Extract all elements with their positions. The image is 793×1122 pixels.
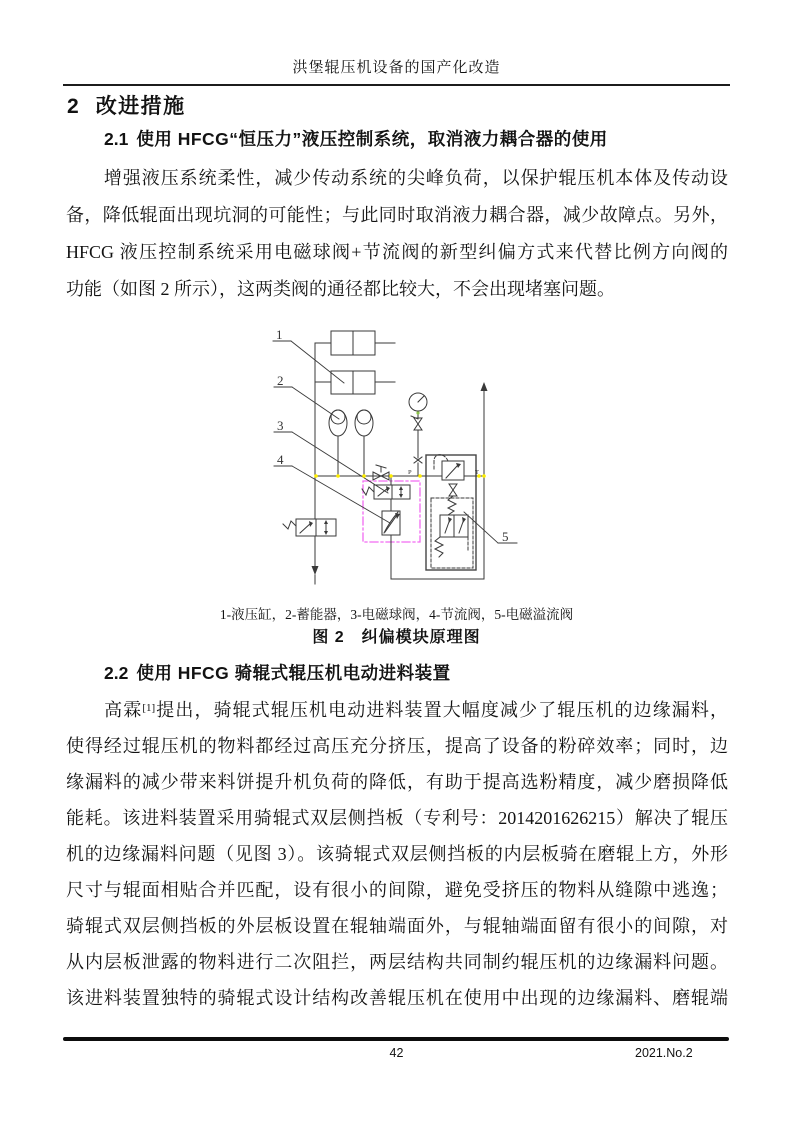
subsection-2-1-number: 2.1 — [104, 129, 129, 149]
hydraulic-cylinder-symbols — [331, 331, 395, 394]
footer-rule — [63, 1037, 729, 1041]
figure-label-1: 1 — [276, 327, 283, 342]
subsection-2-2-title: 使用 HFCG 骑辊式辊压机电动进料装置 — [136, 663, 451, 683]
figure-label-3: 3 — [277, 418, 284, 433]
subsection-2-1-heading — [104, 126, 608, 151]
paragraph-2-2: 高霖[1]提出，骑辊式辊压机电动进料装置大幅度减少了辊压机的边缘漏料， 使得经过辊压机的物料都经过高压充分挤压，提高了设备的粉碎效率；同时，边 缘漏料的减少带来料饼提升机负荷的降低，有助于提高选粉精度，减少磨损降低 能耗。该进料装置采用骑辊式双层侧挡板（专利号：2014201626215）解决了辊压 机的边缘漏料问题（见图 3）。该骑辊式双层侧挡板的内层板骑在磨辊上方，外形 尺寸与辊面相贴合并匹配，设有很小的间隙，避免受挤压的物料从缝隙中逃逸； 骑辊式双层侧挡板的外层板设置在辊轴端面外，与辊轴端面留有很小的间隙，对 从内层板泄露的物料进行二次阻拦，两层结构共同制约辊压机的边缘漏料问题。 该进料装置独特的骑辊式设计结构改善辊压机在使用中出现的边缘漏料、磨辊端 — [66, 700, 728, 1008]
subsection-2-2-number: 2.2 — [104, 663, 129, 683]
section-number: 2 — [67, 95, 79, 118]
left-solenoid-valve-symbol — [283, 519, 336, 536]
correction-module-schematic — [237, 312, 597, 606]
figure-label-5: 5 — [502, 529, 509, 544]
pressure-gauge-symbol — [409, 393, 427, 476]
ball-valve-symbol — [373, 465, 389, 480]
figure-label-2: 2 — [277, 373, 284, 388]
subsection-2-1-title: 使用 HFCG“恒压力”液压控制系统，取消液力耦合器的使用 — [136, 129, 608, 149]
issue-number: 2021.No.2 — [635, 1046, 693, 1060]
header-rule — [63, 84, 730, 86]
running-title: 洪堡辊压机设备的国产化改造 — [292, 60, 501, 76]
figure-2-caption: 图 2 纠偏模块原理图 — [312, 629, 481, 646]
figure-2-legend: 1-液压缸，2-蓄能器，3-电磁球阀，4-节流阀，5-电磁溢流阀 — [219, 607, 574, 622]
relief-valve-block — [426, 455, 476, 570]
port-label-t: T — [475, 469, 479, 476]
paragraph-2-1: 增强液压系统柔性，减少传动系统的尖峰负荷，以保护辊压机本体及传动设 备，降低辊面出现坑洞的可能性；与此同时取消液力耦合器，减少故障点。另外， HFCG 液压控制系统采用电磁球阀+节流阀的新型纠偏方式来代替比例方向阀的 功能（如图 2 所示），这两类阀的通径都比较大，不会出现堵塞问题。 — [66, 168, 728, 299]
figure-label-4: 4 — [277, 452, 284, 467]
page-number: 42 — [389, 1046, 404, 1060]
supply-line — [312, 343, 332, 584]
port-label-p: P — [408, 469, 412, 476]
section-title: 改进措施 — [95, 95, 186, 118]
throttle-valve-symbol — [382, 511, 400, 579]
accumulator-symbols — [329, 410, 373, 476]
section-heading — [67, 90, 186, 120]
subsection-2-2-heading — [104, 660, 451, 685]
figure-2-diagram — [237, 312, 597, 606]
